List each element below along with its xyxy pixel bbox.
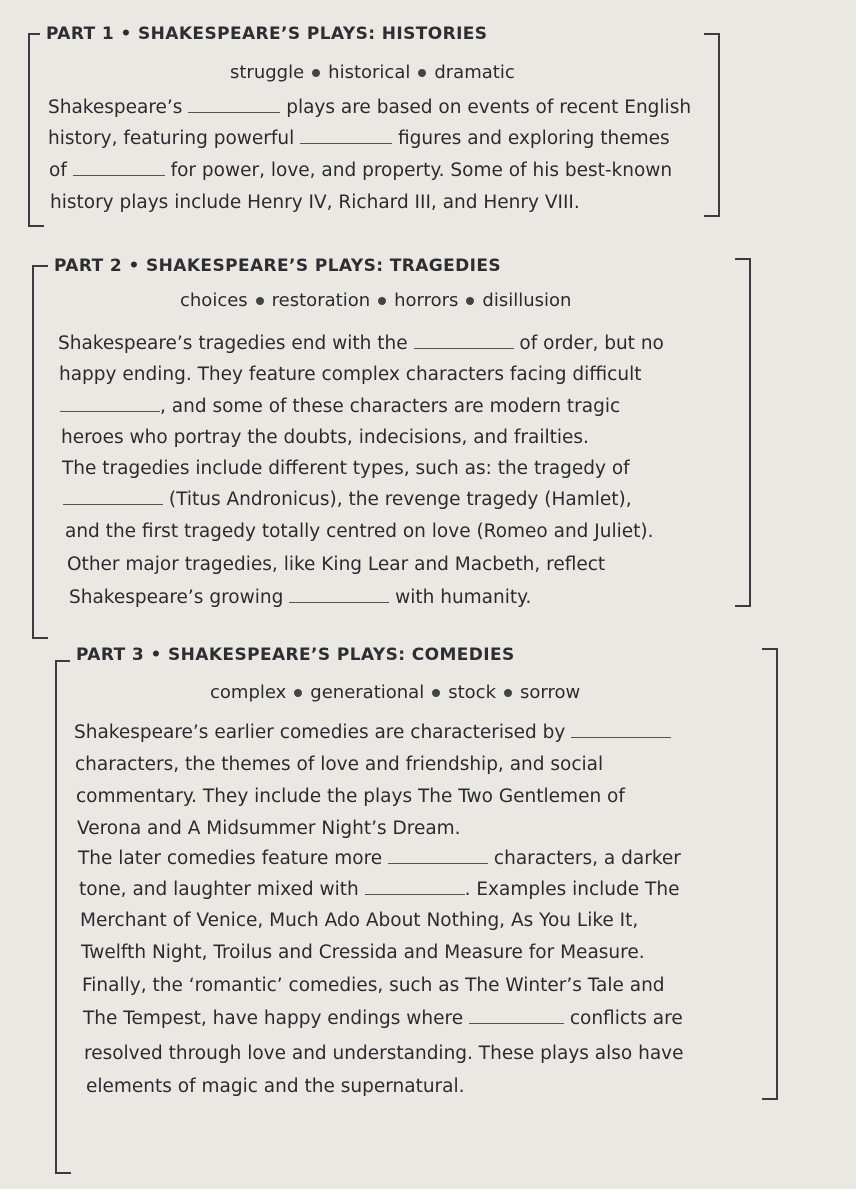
text-line: characters, the themes of love and friendship, and social (75, 754, 604, 775)
bullet-dot (294, 689, 302, 697)
text-line: , and some of these characters are modern tragic (60, 396, 620, 417)
bullet-dot (432, 689, 440, 697)
answer-blank[interactable] (188, 111, 280, 113)
answer-blank[interactable] (300, 142, 392, 144)
part1-heading: PART 1 • SHAKESPEARE’S PLAYS: HISTORIES (40, 24, 493, 44)
bullet-dot (256, 297, 264, 305)
text-line: The Tempest, have happy endings where conflicts are (83, 1008, 683, 1029)
text-line: Shakespeare’s growing with humanity. (69, 587, 532, 608)
answer-blank[interactable] (388, 862, 488, 864)
text-line: Merchant of Venice, Much Ado About Nothing, As You Like It, (80, 910, 639, 931)
text-line: (Titus Andronicus), the revenge tragedy (Hamlet), (63, 489, 632, 510)
text-line: Twelfth Night, Troilus and Cressida and Measure for Measure. (81, 942, 645, 963)
part2-word-bank (180, 290, 571, 311)
word-bank-item: historical (328, 62, 411, 83)
text-line: commentary. They include the plays The Two Gentlemen of (76, 786, 625, 807)
bullet-dot (418, 69, 426, 77)
part3-word-bank (210, 682, 580, 703)
answer-blank[interactable] (414, 347, 514, 349)
answer-blank[interactable] (469, 1022, 564, 1024)
part3-heading: PART 3 • SHAKESPEARE’S PLAYS: COMEDIES (70, 645, 521, 665)
part2-bracket-left (32, 265, 48, 639)
word-bank-item: disillusion (482, 290, 572, 311)
text-line: Shakespeare’s earlier comedies are characterised by (74, 722, 671, 743)
text-line: Finally, the ‘romantic’ comedies, such as The Winter’s Tale and (82, 975, 665, 996)
part1-bracket-right (704, 33, 720, 217)
text-line: elements of magic and the supernatural. (86, 1076, 465, 1097)
part1-bracket-left (28, 33, 44, 227)
text-line: heroes who portray the doubts, indecisions, and frailties. (61, 427, 589, 448)
text-line: Verona and A Midsummer Night’s Dream. (77, 818, 461, 839)
text-line: history, featuring powerful figures and exploring themes (48, 128, 670, 149)
word-bank-item: stock (448, 682, 496, 703)
text-line: and the first tragedy totally centred on love (Romeo and Juliet). (65, 521, 654, 542)
text-line: of for power, love, and property. Some of his best-known (49, 160, 673, 181)
bullet-dot (504, 689, 512, 697)
text-line: history plays include Henry IV, Richard III, and Henry VIII. (50, 192, 580, 213)
text-line: Shakespeare’s tragedies end with the of order, but no (58, 333, 664, 354)
text-line: The tragedies include different types, such as: the tragedy of (62, 458, 630, 479)
part3-bracket-left (55, 660, 71, 1174)
answer-blank[interactable] (60, 410, 160, 412)
part1-word-bank (230, 62, 515, 83)
part2-bracket-right (735, 258, 751, 607)
text-line: resolved through love and understanding. These plays also have (84, 1043, 684, 1064)
text-line: happy ending. They feature complex characters facing difficult (59, 364, 642, 385)
text-line: The later comedies feature more characters, a darker (78, 848, 681, 869)
word-bank-item: choices (180, 290, 248, 311)
answer-blank[interactable] (73, 174, 165, 176)
word-bank-item: horrors (394, 290, 459, 311)
bullet-dot (378, 297, 386, 305)
bullet-dot (312, 69, 320, 77)
part2-heading: PART 2 • SHAKESPEARE’S PLAYS: TRAGEDIES (48, 256, 507, 276)
word-bank-item: sorrow (520, 682, 581, 703)
answer-blank[interactable] (289, 601, 389, 603)
word-bank-item: complex (210, 682, 287, 703)
part3-bracket-right (762, 648, 778, 1100)
text-line: tone, and laughter mixed with . Examples include The (79, 879, 680, 900)
answer-blank[interactable] (365, 893, 465, 895)
word-bank-item: generational (310, 682, 425, 703)
answer-blank[interactable] (571, 736, 671, 738)
text-line: Other major tragedies, like King Lear and Macbeth, reflect (67, 554, 606, 575)
answer-blank[interactable] (63, 503, 163, 505)
bullet-dot (466, 297, 474, 305)
text-line: Shakespeare’s plays are based on events of recent English (48, 97, 692, 118)
word-bank-item: struggle (230, 62, 305, 83)
word-bank-item: dramatic (434, 62, 515, 83)
word-bank-item: restoration (271, 290, 371, 311)
